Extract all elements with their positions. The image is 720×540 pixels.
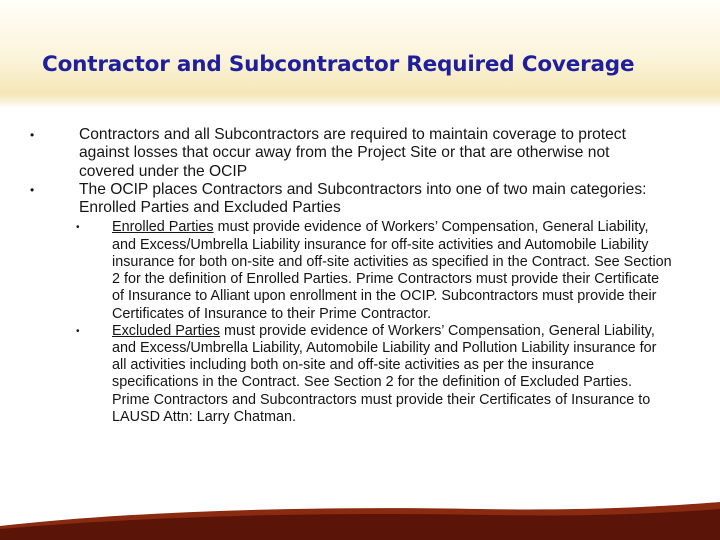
slide-title: Contractor and Subcontractor Required Coverage: [42, 52, 635, 77]
bullet-marker: •: [30, 128, 35, 142]
excluded-parties-term: Excluded Parties: [112, 322, 220, 339]
sub-bullet-list: [0, 219, 720, 425]
bullet-marker: •: [30, 182, 35, 197]
slide-body: [0, 126, 720, 426]
bullet-text: Contractors and all Subcontractors are required to maintain coverage to protect against losses that occur away from the Project Site or that are otherwise not covered under the OCIP: [79, 126, 626, 180]
enrolled-parties-term: Enrolled Parties: [112, 219, 214, 236]
bullet-item: [30, 180, 664, 218]
bullet-text: The OCIP places Contractors and Subcontractors into one of two main categories: Enrolled Parties and Excluded Parties: [79, 180, 647, 217]
sub-bullet-item: [76, 322, 672, 426]
sub-bullet-marker: •: [76, 325, 80, 337]
sub-bullet-text: must provide evidence of Workers’ Compensation, General Liability, and Excess/Umbrella Liability, Automobile Liability and Pollution Liability insurance for all activities including both on-site and off-site activities as per the insurance specifications in the Contract. See Section 2 for the definition of Excluded Parties. Prime Contractors and Subcontractors must provide their Certificates of Insurance to LAUSD Attn: Larry Chatman.: [112, 322, 657, 425]
sub-bullet-marker: •: [76, 222, 80, 234]
sub-bullet-item: [76, 219, 672, 322]
sub-bullet-text: must provide evidence of Workers’ Compensation, General Liability, and Excess/Umbrella Liability insurance for off-site activities and Automobile Liability insurance for both on-site and off-site activities as specified in the Contract. See Section 2 for the definition of Enrolled Parties. Prime Contractors must provide their Certificate of Insurance to Alliant upon enrollment in the OCIP. Subcontractors must provide their Certificates of Insurance to their Prime Contractor.: [112, 219, 672, 322]
footer-wave-band: [0, 500, 720, 540]
bullet-item: [30, 126, 664, 181]
